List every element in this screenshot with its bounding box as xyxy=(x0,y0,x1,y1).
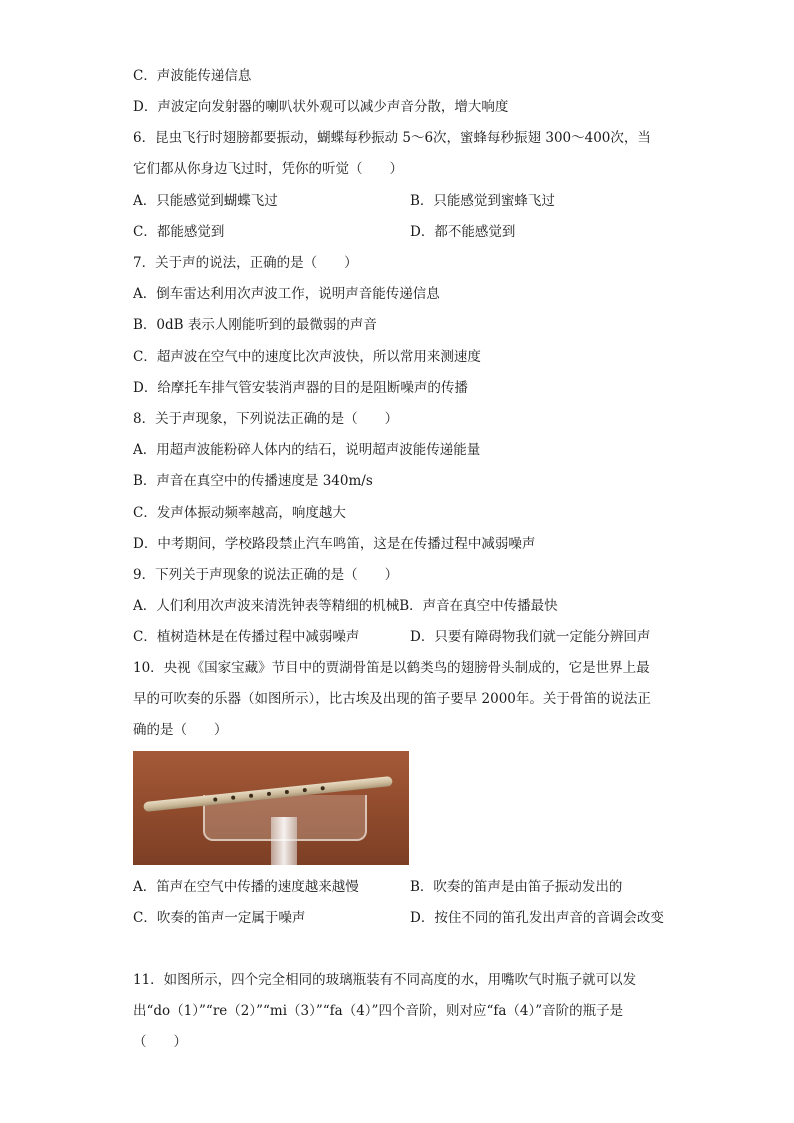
option-b-q10: B．吹奏的笛声是由笛子振动发出的 xyxy=(410,879,623,895)
question-6-line2: 它们都从你身边飞过时，凭你的听觉（ ） xyxy=(133,161,403,177)
question-7: 7．关于声的说法，正确的是（ ） xyxy=(133,255,358,271)
option-c-q8: C．发声体振动频率越高，响度越大 xyxy=(133,505,346,521)
option-d-q5: D．声波定向发射器的喇叭状外观可以减少声音分散，增大响度 xyxy=(133,99,509,115)
option-d-q10: D．按住不同的笛孔发出声音的音调会改变 xyxy=(410,910,664,926)
option-a-q7: A．倒车雷达利用次声波工作，说明声音能传递信息 xyxy=(133,286,440,302)
option-d-q9: D．只要有障碍物我们就一定能分辨回声 xyxy=(410,629,651,645)
option-c-q5: C．声波能传递信息 xyxy=(133,68,252,84)
option-a-q6: A．只能感觉到蝴蝶飞过 xyxy=(133,193,278,209)
question-11: 11．如图所示，四个完全相同的玻璃瓶装有不同高度的水，用嘴吹气时瓶子就可以发出“do（1）”“re（2）”“mi（3）”“fa（4）”四个音阶，则对应“fa（4）”音阶的瓶子是（ ） xyxy=(133,972,637,1050)
option-b-q7: B．0dB 表示人刚能听到的最微弱的声音 xyxy=(133,317,377,333)
option-ab-q9: A．人们利用次声波来清洗钟表等精细的机械B．声音在真空中传播最快 xyxy=(133,598,558,614)
question-10: 10．央视《国家宝藏》节目中的贾湖骨笛是以鹤类鸟的翅膀骨头制成的，它是世界上最早的可吹奏的乐器（如图所示），比古埃及出现的笛子要早 2000年。关于骨笛的说法正确的是（ ） xyxy=(133,660,651,738)
option-b-q8: B．声音在真空中的传播速度是 340m/s xyxy=(133,473,373,489)
option-c-q6: C．都能感觉到 xyxy=(133,224,225,240)
question-6-line1: 6．昆虫飞行时翅膀都要振动，蝴蝶每秒振动 5～6次，蜜蜂每秒振翅 300～400次，当 xyxy=(133,130,651,146)
option-c-q9: C．植树造林是在传播过程中减弱噪声 xyxy=(133,629,360,645)
question-9: 9．下列关于声现象的说法正确的是（ ） xyxy=(133,567,399,583)
option-d-q8: D．中考期间，学校路段禁止汽车鸣笛，这是在传播过程中减弱噪声 xyxy=(133,536,536,552)
option-a-q10: A．笛声在空气中传播的速度越来越慢 xyxy=(133,879,359,895)
stand-post xyxy=(271,817,297,865)
option-a-q8: A．用超声波能粉碎人体内的结石，说明超声波能传递能量 xyxy=(133,442,481,458)
option-b-q6: B．只能感觉到蜜蜂飞过 xyxy=(410,193,555,209)
option-d-q7: D．给摩托车排气管安装消声器的目的是阻断噪声的传播 xyxy=(133,380,468,396)
option-c-q7: C．超声波在空气中的速度比次声波快，所以常用来测速度 xyxy=(133,349,481,365)
question-8: 8．关于声现象，下列说法正确的是（ ） xyxy=(133,411,399,427)
bone-flute-photo xyxy=(133,751,409,865)
option-d-q6: D．都不能感觉到 xyxy=(410,224,516,240)
option-c-q10: C．吹奏的笛声一定属于噪声 xyxy=(133,910,306,926)
